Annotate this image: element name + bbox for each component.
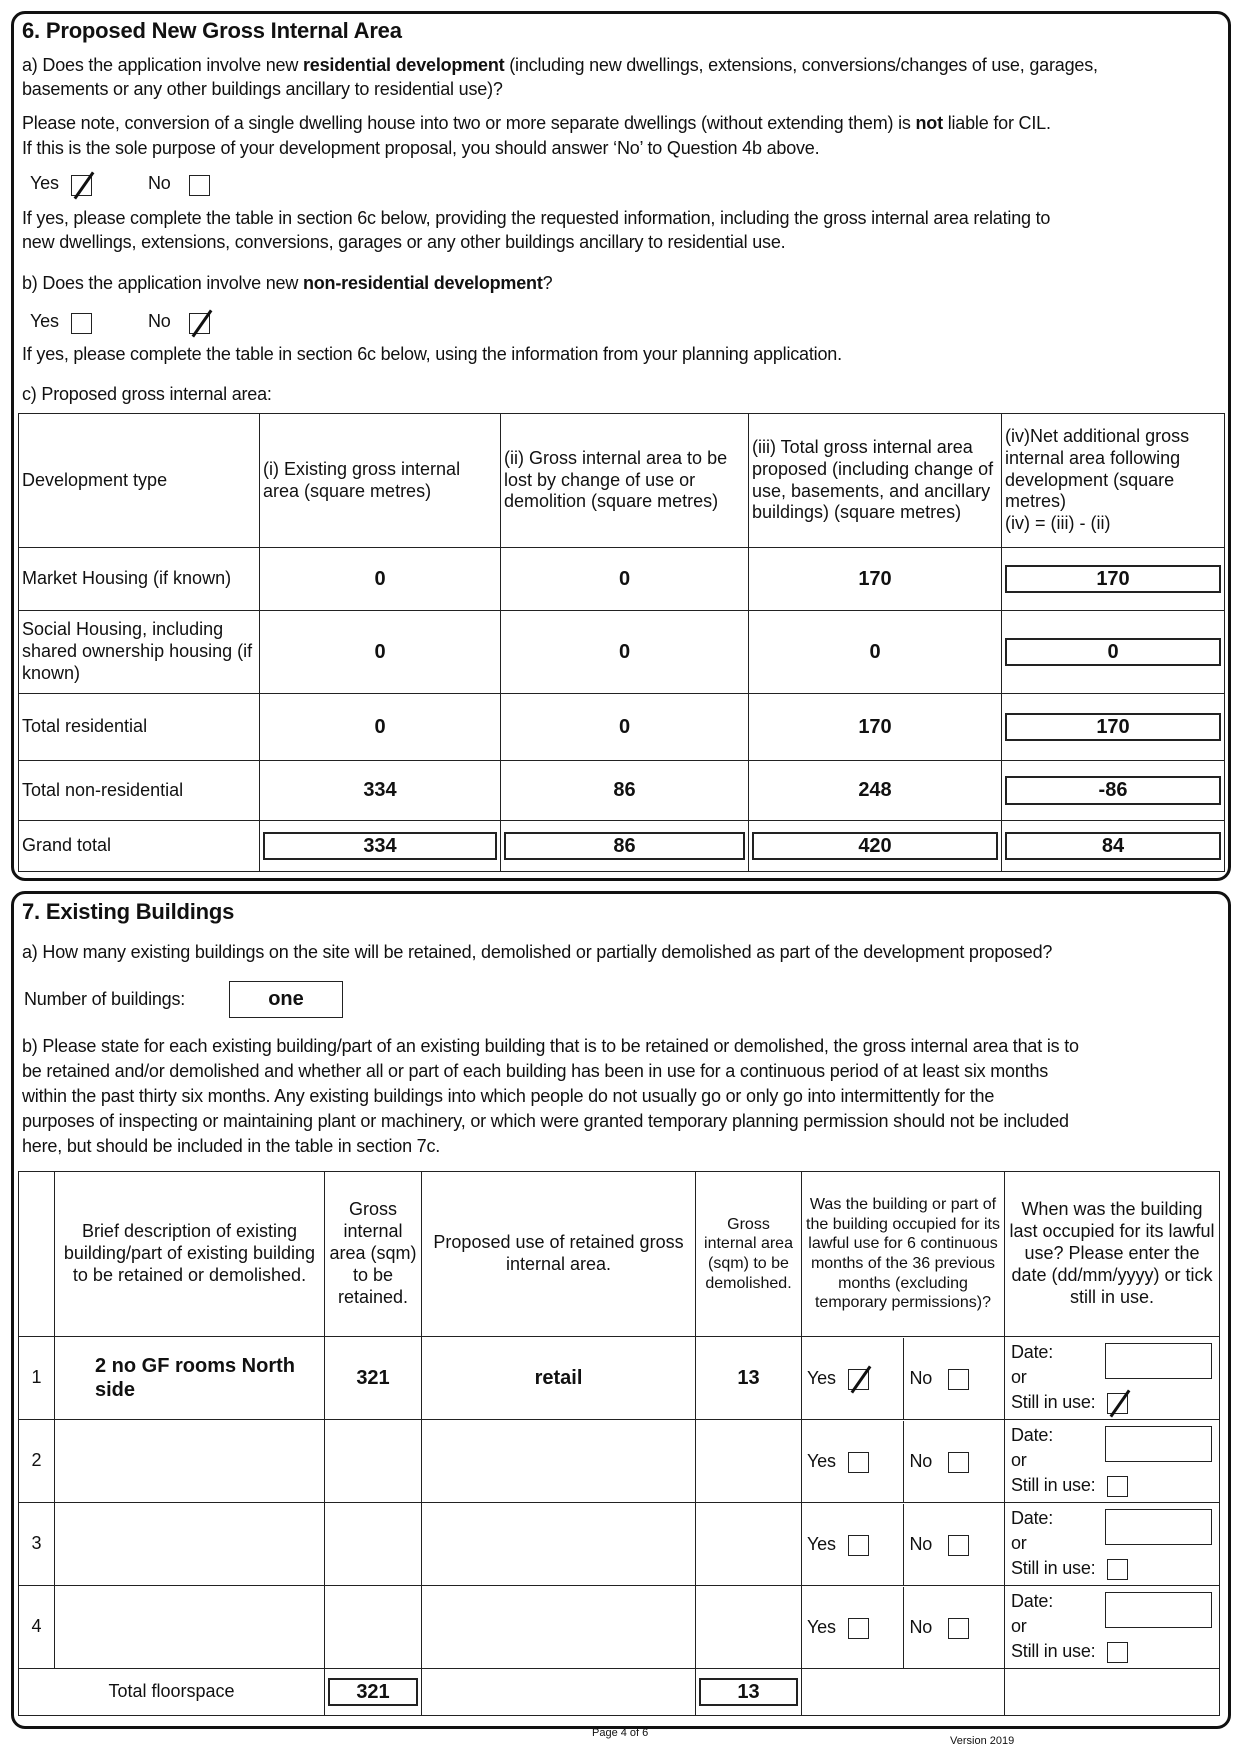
checkbox-occupied-no[interactable] <box>948 1535 969 1556</box>
total-retained[interactable]: 321 <box>328 1678 418 1706</box>
cell-value[interactable]: 86 <box>501 761 749 821</box>
date-field[interactable] <box>1105 1509 1212 1545</box>
date-label: Date: <box>1011 1341 1054 1362</box>
no-label: No <box>909 1450 933 1471</box>
description-field[interactable] <box>55 1420 325 1503</box>
no-label: No <box>148 311 171 331</box>
retained-field[interactable]: 321 <box>325 1337 422 1420</box>
cell-value[interactable]: 84 <box>1005 832 1221 860</box>
checkbox-occupied-no[interactable] <box>948 1452 969 1473</box>
section-6-title: 6. Proposed New Gross Internal Area <box>22 18 402 43</box>
date-field[interactable] <box>1105 1343 1212 1379</box>
cell-value[interactable]: 420 <box>752 832 998 860</box>
question-7a: a) How many existing buildings on the site will be retained, demolished or partially demolished as part of the development proposed? <box>22 942 1053 962</box>
question-6a: a) Does the application involve new residential development (including new dwellings, extensions, conversions/changes of use, garages, <box>22 55 1098 75</box>
date-label: Date: <box>1011 1590 1054 1611</box>
note-6a: Please note, conversion of a single dwelling house into two or more separate dwellings (without extending them) is not liable for CIL. <box>22 113 1051 133</box>
still-in-use-label: Still in use: <box>1011 1474 1096 1495</box>
question-6b: b) Does the application involve new non-residential development? <box>22 273 553 293</box>
yes-label: Yes <box>807 1533 836 1554</box>
total-row <box>19 1669 1220 1716</box>
question-7b-line: within the past thirty six months. Any existing buildings into which people do not usually go or only go into intermittently for the <box>22 1086 995 1106</box>
table-row <box>19 694 1225 761</box>
checkbox-occupied-yes[interactable] <box>848 1369 869 1390</box>
checkbox-still-in-use[interactable] <box>1107 1393 1128 1414</box>
question-6c: c) Proposed gross internal area: <box>22 384 272 404</box>
cell-value[interactable]: 86 <box>504 832 745 860</box>
cell-value[interactable]: 0 <box>501 694 749 761</box>
version-label: Version 2019 <box>950 1735 1015 1747</box>
proposed-use-field[interactable] <box>422 1420 696 1503</box>
or-label: or <box>1011 1366 1027 1387</box>
still-in-use-label: Still in use: <box>1011 1640 1096 1661</box>
checkbox-6a-yes[interactable] <box>71 175 92 196</box>
checkbox-occupied-no[interactable] <box>948 1618 969 1639</box>
still-in-use-label: Still in use: <box>1011 1557 1096 1578</box>
header-description: Brief description of existing building/part of existing building to be retained or demolished. <box>55 1172 325 1337</box>
yes-label: Yes <box>30 173 59 193</box>
checkbox-6b-no[interactable] <box>189 313 210 334</box>
number-of-buildings-field[interactable]: one <box>229 981 343 1018</box>
table-row <box>19 1586 1220 1669</box>
checkbox-occupied-yes[interactable] <box>848 1452 869 1473</box>
or-label: or <box>1011 1532 1027 1553</box>
cell-value[interactable]: 0 <box>260 694 501 761</box>
total-floorspace-label: Total floorspace <box>19 1669 325 1716</box>
row-label: Total residential <box>19 694 260 761</box>
table-row <box>19 1337 1220 1420</box>
checkbox-still-in-use[interactable] <box>1107 1642 1128 1663</box>
date-label: Date: <box>1011 1507 1054 1528</box>
cell-value[interactable]: -86 <box>1005 776 1221 804</box>
cell-value[interactable]: 248 <box>749 761 1002 821</box>
table-row <box>19 1420 1220 1503</box>
description-field[interactable] <box>55 1503 325 1586</box>
cell-value[interactable]: 0 <box>260 611 501 694</box>
table-row <box>19 761 1225 821</box>
proposed-use-field[interactable]: retail <box>422 1337 696 1420</box>
proposed-use-field[interactable] <box>422 1503 696 1586</box>
cell-value[interactable]: 170 <box>1005 565 1221 593</box>
row-label: Total non-residential <box>19 761 260 821</box>
header-last-occupied: When was the building last occupied for its lawful use? Please enter the date (dd/mm/yyyy) or tick still in use. <box>1005 1172 1220 1337</box>
checkbox-6a-no[interactable] <box>189 175 210 196</box>
table-row <box>19 1503 1220 1586</box>
date-label: Date: <box>1011 1424 1054 1445</box>
no-label: No <box>148 173 171 193</box>
row-label: Grand total <box>19 821 260 872</box>
cell-value[interactable]: 170 <box>749 694 1002 761</box>
header-demolished: Gross internal area (sqm) to be demolished. <box>696 1172 802 1337</box>
yes-label: Yes <box>807 1616 836 1637</box>
row-number: 3 <box>19 1503 55 1586</box>
gross-internal-area-table <box>18 413 1225 872</box>
no-label: No <box>909 1616 933 1637</box>
row-number: 1 <box>19 1337 55 1420</box>
description-field[interactable]: 2 no GF rooms North side <box>55 1337 325 1420</box>
row-label: Social Housing, including shared ownership housing (if known) <box>19 611 260 694</box>
date-field[interactable] <box>1105 1592 1212 1628</box>
date-field[interactable] <box>1105 1426 1212 1462</box>
question-7b-line: here, but should be included in the table in section 7c. <box>22 1136 441 1156</box>
cell-value[interactable]: 170 <box>1005 713 1221 741</box>
demolished-field[interactable] <box>696 1503 802 1586</box>
header-development-type: Development type <box>19 414 260 548</box>
row-number: 4 <box>19 1586 55 1669</box>
retained-field[interactable] <box>325 1420 422 1503</box>
table-row <box>19 611 1225 694</box>
header-net-additional: (iv)Net additional gross internal area following development (square metres) (iv) = (iii) - (ii) <box>1002 414 1225 548</box>
header-retained: Gross internal area (sqm) to be retained. <box>325 1172 422 1337</box>
description-field[interactable] <box>55 1586 325 1669</box>
proposed-use-field[interactable] <box>422 1586 696 1669</box>
demolished-field[interactable] <box>696 1586 802 1669</box>
header-lost: (ii) Gross internal area to be lost by change of use or demolition (square metres) <box>501 414 749 548</box>
header-total-proposed: (iii) Total gross internal area proposed (including change of use, basements, and ancillary buildings) (square metres) <box>749 414 1002 548</box>
checkbox-still-in-use[interactable] <box>1107 1559 1128 1580</box>
question-7b-line: purposes of inspecting or maintaining plant or machinery, or which were granted temporary planning permission should not be included <box>22 1111 1069 1131</box>
question-7b-line: b) Please state for each existing building/part of an existing building that is to be retained or demolished, the gross internal area that is to <box>22 1036 1079 1056</box>
cell-value[interactable]: 0 <box>501 611 749 694</box>
yes-label: Yes <box>807 1367 836 1388</box>
row-number: 2 <box>19 1420 55 1503</box>
retained-field[interactable] <box>325 1503 422 1586</box>
existing-buildings-table <box>18 1171 1220 1716</box>
retained-field[interactable] <box>325 1586 422 1669</box>
instruction-6b: If yes, please complete the table in section 6c below, using the information from your planning application. <box>22 344 842 364</box>
section-7-title: 7. Existing Buildings <box>22 899 235 924</box>
row-label: Market Housing (if known) <box>19 548 260 611</box>
cell-value[interactable]: 334 <box>263 832 497 860</box>
header-occupied: Was the building or part of the building occupied for its lawful use for 6 continuous months of the 36 previous months (excluding temporary permissions)? <box>802 1172 1005 1337</box>
checkbox-occupied-yes[interactable] <box>848 1535 869 1556</box>
no-label: No <box>909 1367 933 1388</box>
yes-label: Yes <box>807 1450 836 1471</box>
yes-label: Yes <box>30 311 59 331</box>
cell-value[interactable]: 0 <box>501 548 749 611</box>
number-of-buildings-label: Number of buildings: <box>24 989 186 1009</box>
demolished-field[interactable] <box>696 1420 802 1503</box>
or-label: or <box>1011 1449 1027 1470</box>
header-existing: (i) Existing gross internal area (square metres) <box>260 414 501 548</box>
instruction-6a-1: If yes, please complete the table in section 6c below, providing the requested information, including the gross internal area relating to <box>22 208 1051 228</box>
still-in-use-label: Still in use: <box>1011 1391 1096 1412</box>
page-number: Page 4 of 6 <box>592 1727 649 1739</box>
cell-value[interactable]: 0 <box>260 548 501 611</box>
table-row <box>19 548 1225 611</box>
demolished-field[interactable]: 13 <box>696 1337 802 1420</box>
cell-value[interactable]: 0 <box>1005 638 1221 666</box>
cell-value[interactable]: 170 <box>749 548 1002 611</box>
table-row <box>19 821 1225 872</box>
checkbox-still-in-use[interactable] <box>1107 1476 1128 1497</box>
checkbox-occupied-yes[interactable] <box>848 1618 869 1639</box>
cell-value[interactable]: 334 <box>260 761 501 821</box>
checkbox-occupied-no[interactable] <box>948 1369 969 1390</box>
note-6a-line2: If this is the sole purpose of your development proposal, you should answer ‘No’ to Question 4b above. <box>22 138 820 158</box>
question-6a-line2: basements or any other buildings ancillary to residential use)? <box>22 79 503 99</box>
total-demolished[interactable]: 13 <box>699 1678 798 1706</box>
no-label: No <box>909 1533 933 1554</box>
cell-value[interactable]: 0 <box>749 611 1002 694</box>
instruction-6a-2: new dwellings, extensions, conversions, garages or any other buildings ancillary to residential use. <box>22 232 786 252</box>
checkbox-6b-yes[interactable] <box>71 313 92 334</box>
or-label: or <box>1011 1615 1027 1636</box>
question-7b-line: be retained and/or demolished and whether all or part of each building has been in use for a continuous period of at least six months <box>22 1061 1049 1081</box>
header-proposed-use: Proposed use of retained gross internal area. <box>422 1172 696 1337</box>
